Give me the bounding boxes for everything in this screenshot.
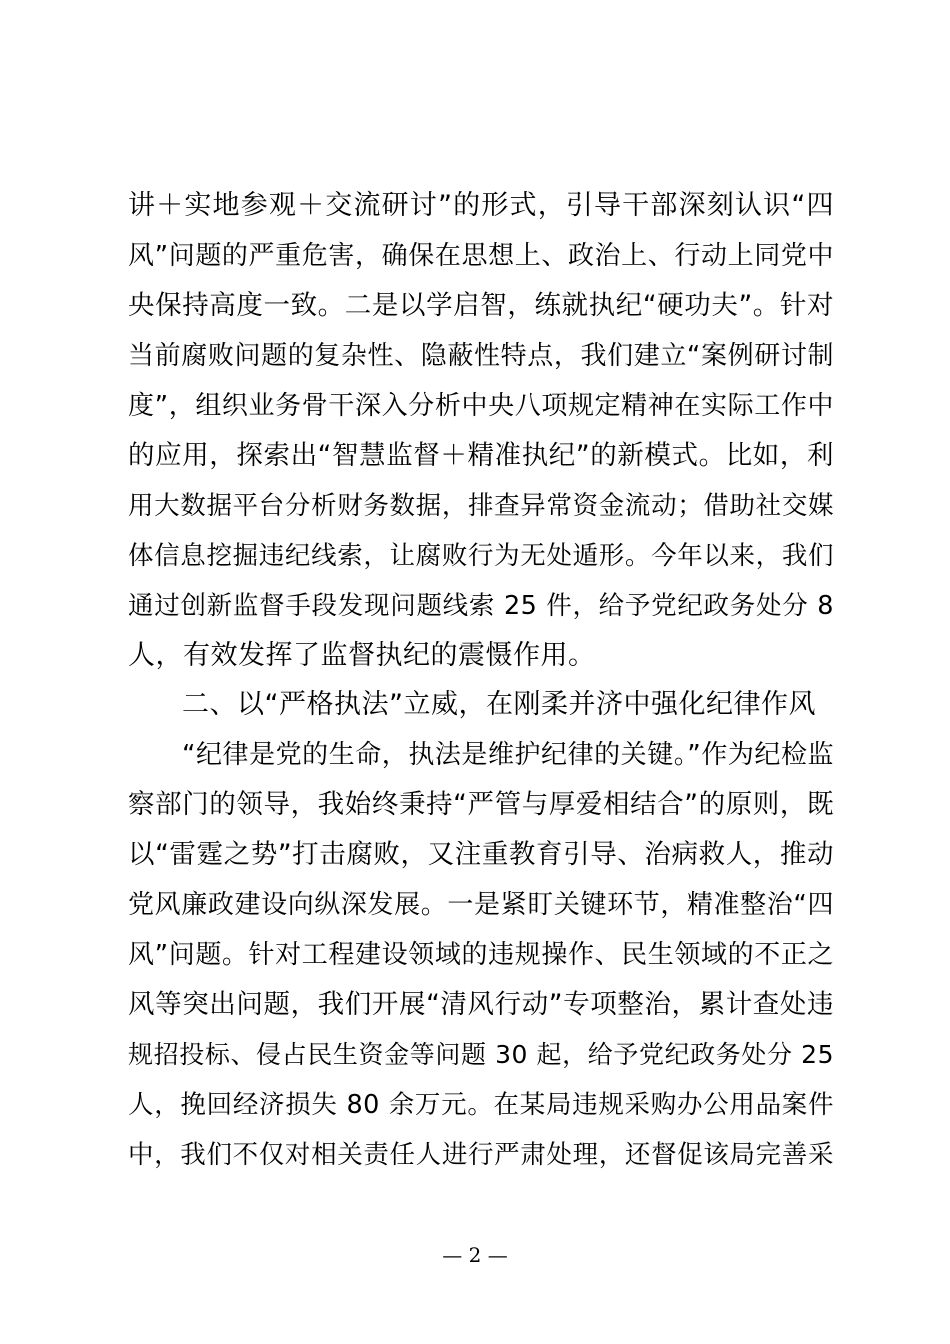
- paragraph-line: 规招投标、侵占民生资金等问题 30 起，给予党纪政务处分 25: [128, 1040, 834, 1069]
- page-number: — 2 —: [442, 1243, 508, 1267]
- paragraph-line: “纪律是党的生命，执法是维护纪律的关键。”作为纪检监: [182, 740, 834, 770]
- paragraph-line: 讲＋实地参观＋交流研讨”的形式，引导干部深刻认识“四: [128, 190, 834, 221]
- paragraph-line: 风”问题。针对工程建设领域的违规操作、民生领域的不正之: [128, 940, 834, 970]
- paragraph-line: 用大数据平台分析财务数据，排查异常资金流动；借助社交媒: [128, 491, 834, 521]
- paragraph-line: 央保持高度一致。二是以学启智，练就执纪“硬功夫”。针对: [128, 290, 834, 321]
- paragraph-line: 通过创新监督手段发现问题线索 25 件，给予党纪政务处分 8: [128, 591, 834, 621]
- paragraph-line: 当前腐败问题的复杂性、隐蔽性特点，我们建立“案例研讨制: [128, 341, 834, 371]
- paragraph-line: 党风廉政建设向纵深发展。一是紧盯关键环节，精准整治“四: [128, 890, 834, 920]
- paragraph-line: 度”，组织业务骨干深入分析中央八项规定精神在实际工作中: [128, 391, 834, 421]
- paragraph-line: 中，我们不仅对相关责任人进行严肃处理，还督促该局完善采: [128, 1140, 834, 1170]
- paragraph-line: 察部门的领导，我始终秉持“严管与厚爱相结合”的原则，既: [128, 789, 834, 820]
- paragraph-line: 人，有效发挥了监督执纪的震慑作用。: [128, 640, 596, 671]
- paragraph-line: 人，挽回经济损失 80 余万元。在某局违规采购办公用品案件: [128, 1090, 834, 1120]
- paragraph-line: 以“雷霆之势”打击腐败，又注重教育引导、治病救人，推动: [128, 839, 834, 870]
- paragraph-line: 风”问题的严重危害，确保在思想上、政治上、行动上同党中: [128, 241, 834, 271]
- section-heading: 二、以“严格执法”立威，在刚柔并济中强化纪律作风: [182, 689, 816, 720]
- paragraph-line: 体信息挖掘违纪线索，让腐败行为无处遁形。今年以来，我们: [128, 541, 834, 571]
- paragraph-line: 的应用，探索出“智慧监督＋精准执纪”的新模式。比如，利: [128, 440, 834, 471]
- paragraph-line: 风等突出问题，我们开展“清风行动”专项整治，累计查处违: [128, 989, 834, 1020]
